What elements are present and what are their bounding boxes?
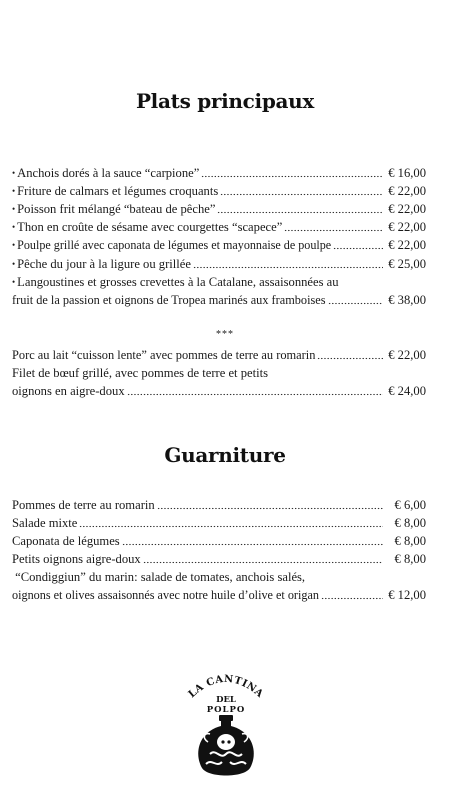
logo-text-mid: DEL: [216, 695, 236, 705]
dot-leader: [284, 226, 383, 232]
menu-item: [12, 183, 426, 199]
menu-item: [12, 551, 426, 567]
dot-leader: [321, 594, 383, 600]
separator: ***: [216, 329, 234, 340]
menu-item: [12, 201, 426, 217]
menu-item-line1: “Condiggiun” du marin: salade de tomates, anchois salés,: [12, 570, 306, 584]
item-label: Langoustines et grosses crevettes à la Catalane, assaisonnées au: [17, 275, 339, 289]
item-price: € 8,00: [394, 534, 426, 548]
item-price: € 22,00: [388, 238, 426, 252]
menu-item: [12, 587, 426, 603]
item-price: € 24,00: [388, 384, 426, 398]
item-label: Friture de calmars et légumes croquants: [17, 184, 219, 198]
item-label: oignons et olives assaisonnés avec notre huile d’olive et origan: [12, 588, 319, 602]
item-price: € 22,00: [388, 220, 426, 234]
menu-item: [12, 165, 426, 181]
item-price: € 6,00: [394, 498, 426, 512]
item-label: Poulpe grillé avec caponata de légumes et mayonnaise de poulpe: [17, 238, 332, 252]
menu-item: [12, 497, 426, 513]
item-price: € 22,00: [388, 202, 426, 216]
dot-leader: [220, 190, 383, 196]
menu-item: [12, 347, 426, 363]
dot-leader: [201, 172, 383, 178]
item-label: Petits oignons aigre-doux: [12, 552, 141, 566]
section-title-guarniture: Guarniture: [164, 443, 286, 467]
dot-leader: [122, 540, 383, 546]
dot-leader: [333, 244, 383, 250]
bullet-icon: •: [12, 204, 16, 214]
logo-text-bottom: POLPO: [206, 705, 246, 715]
dot-leader: [328, 299, 383, 305]
dot-leader: [79, 522, 383, 528]
menu-item: [12, 383, 426, 399]
menu-item: [12, 256, 426, 272]
bullet-icon: •: [12, 222, 16, 232]
item-price: € 22,00: [388, 348, 426, 362]
item-price: € 8,00: [394, 516, 426, 530]
dot-leader: [143, 558, 383, 564]
item-label: Anchois dorés à la sauce “carpione”: [17, 166, 200, 180]
item-price: € 16,00: [388, 166, 426, 180]
octopus-in-jar-icon: [198, 715, 254, 776]
bullet-icon: •: [12, 186, 16, 196]
dot-leader: [193, 263, 383, 269]
item-price: € 25,00: [388, 257, 426, 271]
dot-leader: [317, 354, 383, 360]
item-price: € 38,00: [388, 293, 426, 307]
menu-item: [12, 237, 426, 253]
item-label: Pommes de terre au romarin: [12, 498, 155, 512]
menu-item: [12, 533, 426, 549]
bullet-icon: •: [12, 259, 16, 269]
menu-item: [12, 292, 426, 308]
item-label: Caponata de légumes: [12, 534, 120, 548]
menu-item: [12, 515, 426, 531]
item-label: Pêche du jour à la ligure ou grillée: [17, 257, 191, 271]
la-cantina-del-polpo-logo: [186, 668, 266, 780]
menu-item-line1: Filet de bœuf grillé, avec pommes de terre et petits: [12, 366, 268, 380]
dot-leader: [157, 504, 383, 510]
item-price: € 12,00: [388, 588, 426, 602]
menu-item-line1: [12, 274, 426, 290]
item-label: oignons en aigre-doux: [12, 384, 125, 398]
section-title-plats: Plats principaux: [135, 89, 315, 113]
dot-leader: [127, 390, 383, 396]
item-label: Salade mixte: [12, 516, 78, 530]
item-price: € 8,00: [394, 552, 426, 566]
bullet-icon: •: [12, 240, 16, 250]
logo-text-top: LA CANTINA: [186, 673, 266, 701]
dot-leader: [217, 208, 383, 214]
item-label: Porc au lait “cuisson lente” avec pommes de terre au romarin: [12, 348, 316, 362]
item-label: fruit de la passion et oignons de Tropea marinés aux framboises: [12, 293, 326, 307]
bullet-icon: •: [12, 168, 16, 178]
bullet-icon: •: [12, 277, 16, 287]
menu-item: [12, 219, 426, 235]
item-price: € 22,00: [388, 184, 426, 198]
item-label: Thon en croûte de sésame avec courgettes “scapece”: [17, 220, 283, 234]
item-label: Poisson frit mélangé “bateau de pêche”: [17, 202, 216, 216]
